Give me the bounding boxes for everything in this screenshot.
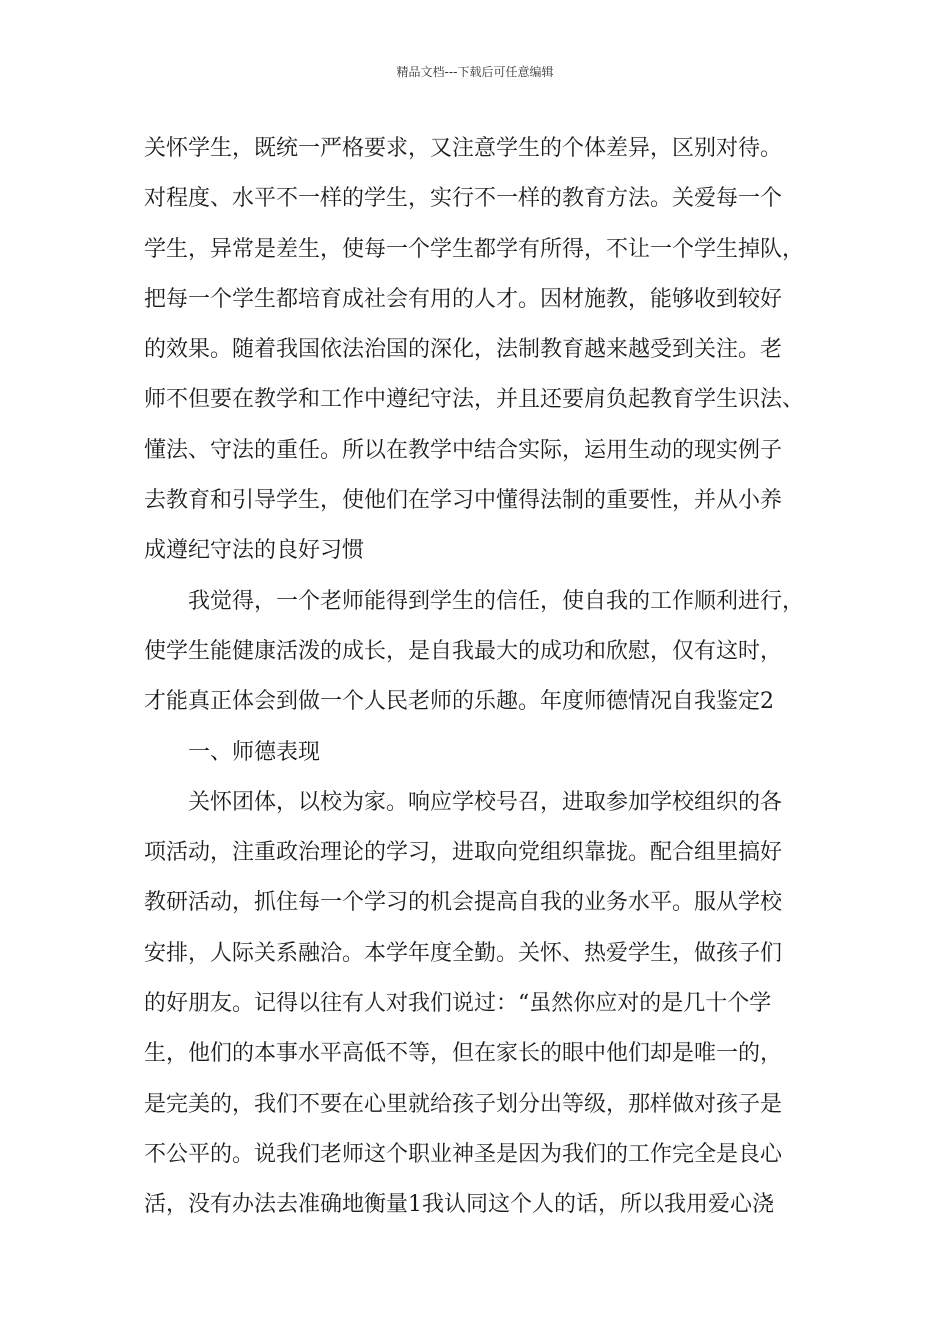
text-line: 活，没有办法去准确地衡量1我认同这个人的话，所以我用爱心浇 [144,1192,774,1218]
text-line: 我觉得，一个老师能得到学生的信任，使自我的工作顺利进行， [144,588,805,614]
text-line: 安排，人际关系融洽。本学年度全勤。关怀、热爱学生，做孩子们 [144,940,783,966]
text-line: 不公平的。说我们老师这个职业神圣是因为我们的工作完全是良心 [144,1141,783,1167]
page-header: 精品文档---下载后可任意编辑 [396,65,554,79]
text-line: 的好朋友。记得以往有人对我们说过：“虽然你应对的是几十个学 [144,991,772,1017]
section-heading: 一、师德表现 [144,739,321,765]
text-line: 师不但要在教学和工作中遵纪守法，并且还要肩负起教育学生识法、 [144,387,805,413]
text-line: 成遵纪守法的良好习惯 [144,538,365,564]
text-line: 的效果。随着我国依法治国的深化，法制教育越来越受到关注。老 [144,337,783,363]
text-line: 把每一个学生都培育成社会有用的人才。因材施教，能够收到较好 [144,286,783,312]
text-line: 关怀团体，以校为家。响应学校号召，进取参加学校组织的各 [144,789,783,815]
text-line: 对程度、水平不一样的学生，实行不一样的教育方法。关爱每一个 [144,186,783,212]
text-line: 生，他们的本事水平高低不等，但在家长的眼中他们却是唯一的， [144,1041,783,1067]
text-line: 才能真正体会到做一个人民老师的乐趣。年度师德情况自我鉴定2 [144,689,774,715]
text-line: 使学生能健康活泼的成长，是自我最大的成功和欣慰，仅有这时， [144,638,783,664]
text-line: 去教育和引导学生，使他们在学习中懂得法制的重要性，并从小养 [144,488,783,514]
text-line: 教研活动，抓住每一个学习的机会提高自我的业务水平。服从学校 [144,890,783,916]
text-line: 关怀学生，既统一严格要求，又注意学生的个体差异，区别对待。 [144,136,783,161]
text-line: 项活动，注重政治理论的学习，进取向党组织靠拢。配合组里搞好 [144,840,783,866]
text-line: 懂法、守法的重任。所以在教学中结合实际，运用生动的现实例子 [144,437,783,463]
text-line: 学生，异常是差生，使每一个学生都学有所得，不让一个学生掉队， [144,236,805,262]
document-body [144,124,824,1231]
text-line: 是完美的，我们不要在心里就给孩子划分出等级，那样做对孩子是 [144,1091,783,1117]
